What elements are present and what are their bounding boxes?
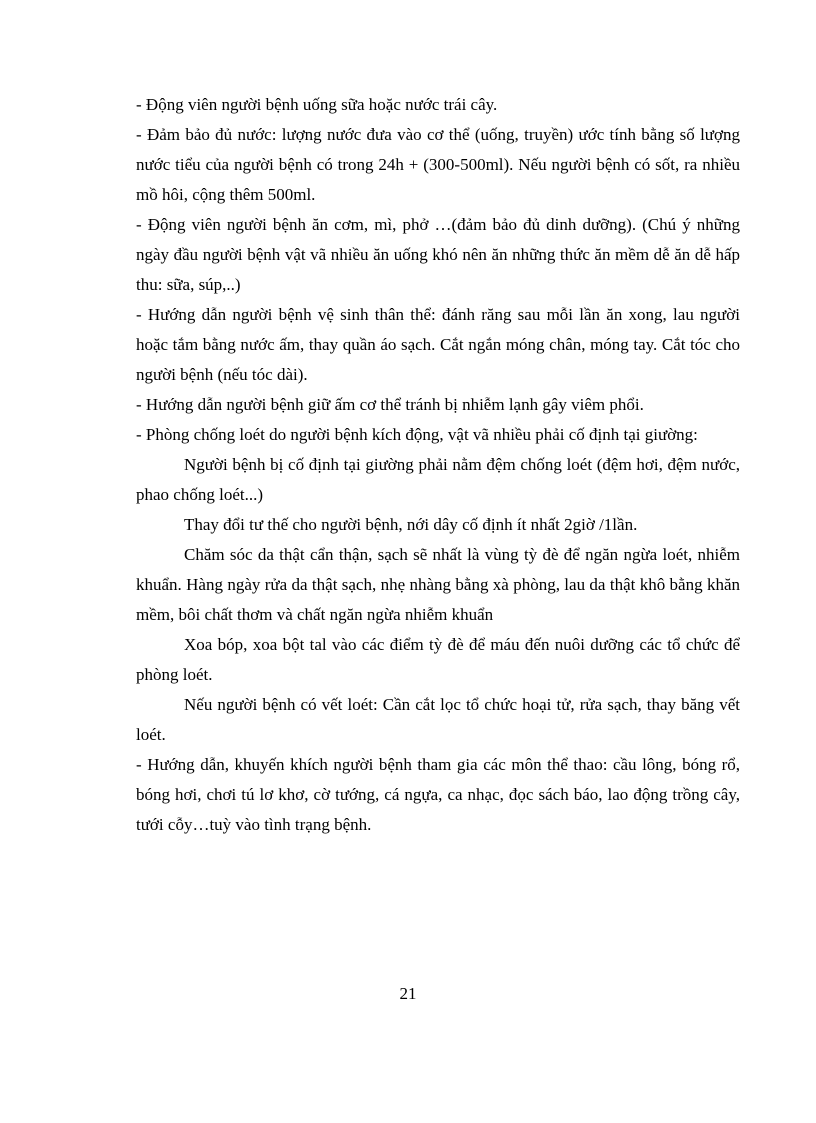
- paragraph-milk-encouragement: - Động viên người bệnh uống sữa hoặc nước trái cây.: [136, 95, 498, 114]
- paragraph-hygiene: - Hướng dẫn người bệnh vệ sinh thân thể: đánh răng sau mỗi lần ăn xong, lau người hoặc tắm bằng nước ấm, thay quần áo sạch. Cắt ngắn móng chân, móng tay. Cắt tóc cho người bệnh (nếu tóc dài).: [136, 305, 740, 384]
- paragraph-ulcer-prevention: - Phòng chống loét do người bệnh kích động, vật vã nhiều phải cố định tại giường:: [136, 425, 698, 444]
- paragraph-keep-warm: - Hướng dẫn người bệnh giữ ấm cơ thể tránh bị nhiễm lạnh gây viêm phổi.: [136, 395, 644, 414]
- page-number: 21: [399, 984, 417, 1003]
- paragraph-wound-care: Nếu người bệnh có vết loét: Cần cắt lọc tổ chức hoại tử, rửa sạch, thay băng vết loét.: [136, 695, 740, 744]
- paragraph-massage: Xoa bóp, xoa bột tal vào các điểm tỳ đè để máu đến nuôi dưỡng các tổ chức để phòng loét.: [136, 635, 740, 684]
- paragraph-change-position: Thay đổi tư thế cho người bệnh, nới dây cố định ít nhất 2giờ /1lần.: [184, 515, 638, 534]
- page-body: [136, 90, 740, 840]
- paragraph-skin-care: Chăm sóc da thật cẩn thận, sạch sẽ nhất là vùng tỳ đè để ngăn ngừa loét, nhiễm khuẩn. Hàng ngày rửa da thật sạch, nhẹ nhàng bằng xà phòng, lau da thật khô bằng khăn mềm, bôi chất thơm và chất ngăn ngừa nhiễm khuẩn: [136, 545, 740, 624]
- paragraph-nutrition: - Động viên người bệnh ăn cơm, mì, phở …(đảm bảo đủ dinh dưỡng). (Chú ý những ngày đầu người bệnh vật vã nhiều ăn uống khó nên ăn những thức ăn mềm dễ ăn dễ hấp thu: sữa, súp,..): [136, 215, 740, 294]
- paragraph-fluid-intake: - Đảm bảo đủ nước: lượng nước đưa vào cơ thể (uống, truyền) ước tính bằng số lượng nước tiểu của người bệnh có trong 24h + (300-500ml). Nếu người bệnh có sốt, ra nhiều mồ hôi, cộng thêm 500ml.: [136, 125, 740, 204]
- paragraph-activities: - Hướng dẫn, khuyến khích người bệnh tham gia các môn thể thao: cầu lông, bóng rổ, bóng hơi, chơi tú lơ khơ, cờ tướng, cá ngựa, ca nhạc, đọc sách báo, lao động trồng cây, tưới cỗy…tuỳ vào tình trạng bệnh.: [136, 755, 740, 834]
- paragraph-anti-ulcer-mattress: Người bệnh bị cố định tại giường phải nằm đệm chống loét (đệm hơi, đệm nước, phao chống loét...): [136, 455, 740, 504]
